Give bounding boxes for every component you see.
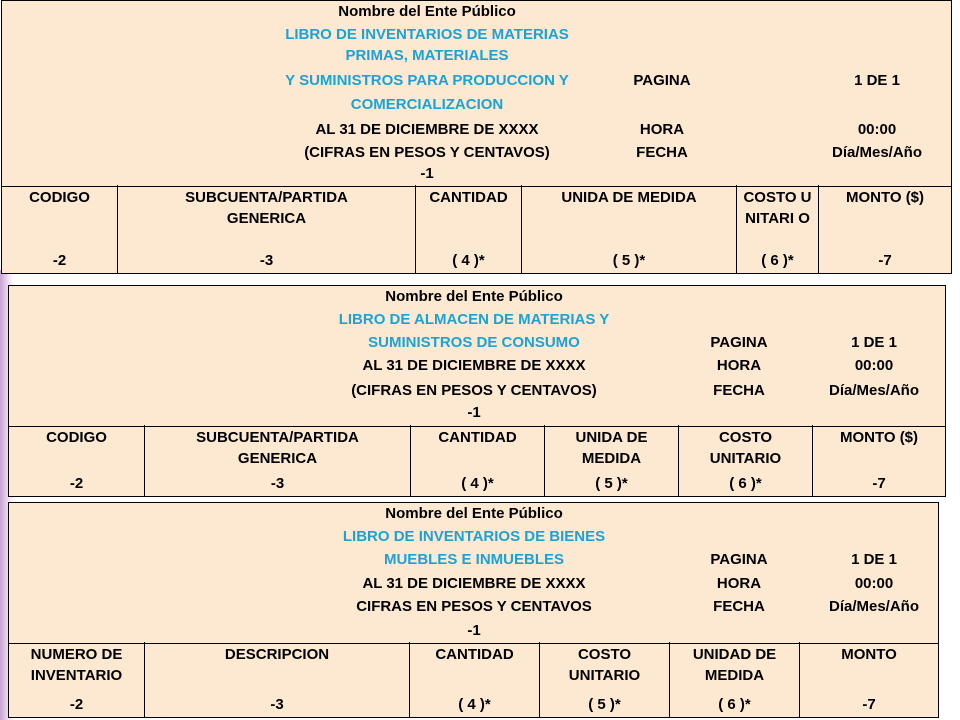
fecha-label: FECHA	[713, 598, 765, 615]
fecha-label: FECHA	[636, 144, 688, 161]
book-title-line: LIBRO DE INVENTARIOS DE BIENES	[342, 528, 606, 545]
currency-line: CIFRAS EN PESOS Y CENTAVOS	[356, 598, 592, 615]
pagina-value: 1 DE 1	[851, 334, 897, 351]
column-costo-unitario	[678, 425, 812, 496]
column-unidad-medida	[521, 185, 736, 273]
column-subcuenta	[144, 425, 410, 496]
column-number: ( 5 )*	[595, 475, 628, 492]
hora-label: HORA	[639, 121, 685, 138]
column-header: CANTIDAD	[435, 646, 514, 663]
column-header: COSTO UNITARI O	[743, 189, 812, 227]
book-title-line: Y SUMINISTROS PARA PRODUCCION Y	[285, 72, 569, 89]
book-title-line: MUEBLES E INMUEBLES	[383, 551, 564, 568]
column-descripcion	[144, 642, 409, 717]
column-header: UNIDA DE MEDIDA	[575, 429, 648, 467]
book-title-line: COMERCIALIZACION	[350, 96, 504, 113]
column-header: SUBCUENTA/PARTIDA GENERICA	[196, 429, 359, 467]
currency-line: (CIFRAS EN PESOS Y CENTAVOS)	[304, 144, 550, 161]
column-number: ( 5 )*	[588, 696, 621, 713]
column-number: ( 4 )*	[452, 252, 485, 269]
column-header: CANTIDAD	[438, 429, 517, 446]
currency-line: (CIFRAS EN PESOS Y CENTAVOS)	[351, 382, 597, 399]
column-monto	[812, 425, 945, 496]
inventory-table-bienes	[8, 502, 939, 718]
book-title-line: PRIMAS, MATERIALES	[345, 47, 509, 64]
pagina-label: PAGINA	[710, 551, 768, 568]
column-number: ( 6 )*	[761, 252, 794, 269]
column-number: -3	[259, 252, 274, 269]
column-number: ( 6 )*	[718, 696, 751, 713]
column-codigo	[2, 185, 117, 273]
column-cantidad	[415, 185, 521, 273]
column-unidad-medida	[669, 642, 799, 717]
column-number: ( 5 )*	[612, 252, 646, 269]
book-title-line: LIBRO DE ALMACEN DE MATERIAS Y	[338, 311, 610, 328]
column-header: CODIGO	[29, 189, 90, 206]
column-codigo	[9, 425, 144, 496]
column-number: ( 4 )*	[458, 696, 491, 713]
column-header: MONTO ($)	[839, 429, 919, 446]
column-header: MONTO	[841, 646, 897, 663]
column-header: MONTO ($)	[845, 189, 925, 206]
column-number: ( 4 )*	[461, 475, 494, 492]
pagina-value: 1 DE 1	[854, 72, 900, 89]
column-header: DESCRIPCION	[224, 646, 330, 663]
column-header: UNIDA DE MEDIDA	[561, 189, 697, 206]
column-number: -2	[52, 252, 67, 269]
column-number: -7	[872, 475, 886, 492]
entity-name: Nombre del Ente Público	[338, 3, 516, 20]
inventory-table-almacen	[8, 285, 946, 497]
column-cantidad	[410, 425, 544, 496]
pagina-label: PAGINA	[710, 334, 768, 351]
column-header: COSTO UNITARIO	[568, 646, 641, 684]
column-number: -3	[270, 475, 285, 492]
pagina-label: PAGINA	[633, 72, 691, 89]
column-number: -2	[69, 475, 84, 492]
book-title-line: LIBRO DE INVENTARIOS DE MATERIAS	[285, 26, 569, 43]
column-number: -3	[270, 696, 284, 713]
fecha-label: FECHA	[713, 382, 765, 399]
pagina-value: 1 DE 1	[851, 551, 897, 568]
entity-name: Nombre del Ente Público	[385, 288, 563, 305]
date-line: AL 31 DE DICIEMBRE DE XXXX	[362, 357, 586, 374]
column-header: COSTO UNITARIO	[709, 429, 782, 467]
column-subcuenta	[117, 185, 415, 273]
column-number: ( 6 )*	[729, 475, 762, 492]
hora-value: 00:00	[854, 357, 894, 374]
date-line: AL 31 DE DICIEMBRE DE XXXX	[362, 575, 586, 592]
column-cantidad	[409, 642, 539, 717]
column-header: NUMERO DE INVENTARIO	[30, 646, 123, 684]
column-header: CODIGO	[46, 429, 107, 446]
column-header: CANTIDAD	[429, 189, 508, 206]
fecha-value: Día/Mes/Año	[831, 144, 922, 161]
column-number: -7	[862, 696, 876, 713]
hora-label: HORA	[716, 357, 762, 374]
column-monto	[799, 642, 938, 717]
reference-number: -1	[467, 404, 481, 421]
column-unidad-medida	[544, 425, 678, 496]
hora-label: HORA	[716, 575, 762, 592]
date-line: AL 31 DE DICIEMBRE DE XXXX	[315, 121, 539, 138]
hora-value: 00:00	[857, 121, 897, 138]
fecha-value: Día/Mes/Año	[828, 382, 919, 399]
column-costo-unitario	[736, 185, 818, 273]
reference-number: -1	[420, 165, 434, 182]
column-header: UNIDAD DE MEDIDA	[692, 646, 777, 684]
hora-value: 00:00	[854, 575, 894, 592]
column-numero-inventario	[9, 642, 144, 717]
book-title-line: SUMINISTROS DE CONSUMO	[368, 334, 580, 351]
column-costo-unitario	[539, 642, 669, 717]
column-header: SUBCUENTA/PARTIDA GENERICA	[185, 189, 348, 227]
reference-number: -1	[467, 622, 481, 639]
column-monto	[818, 185, 951, 273]
column-number: -2	[69, 696, 84, 713]
column-number: -7	[878, 252, 892, 269]
inventory-table-materias-primas	[1, 0, 952, 274]
fecha-value: Día/Mes/Año	[828, 598, 919, 615]
entity-name: Nombre del Ente Público	[385, 505, 563, 522]
